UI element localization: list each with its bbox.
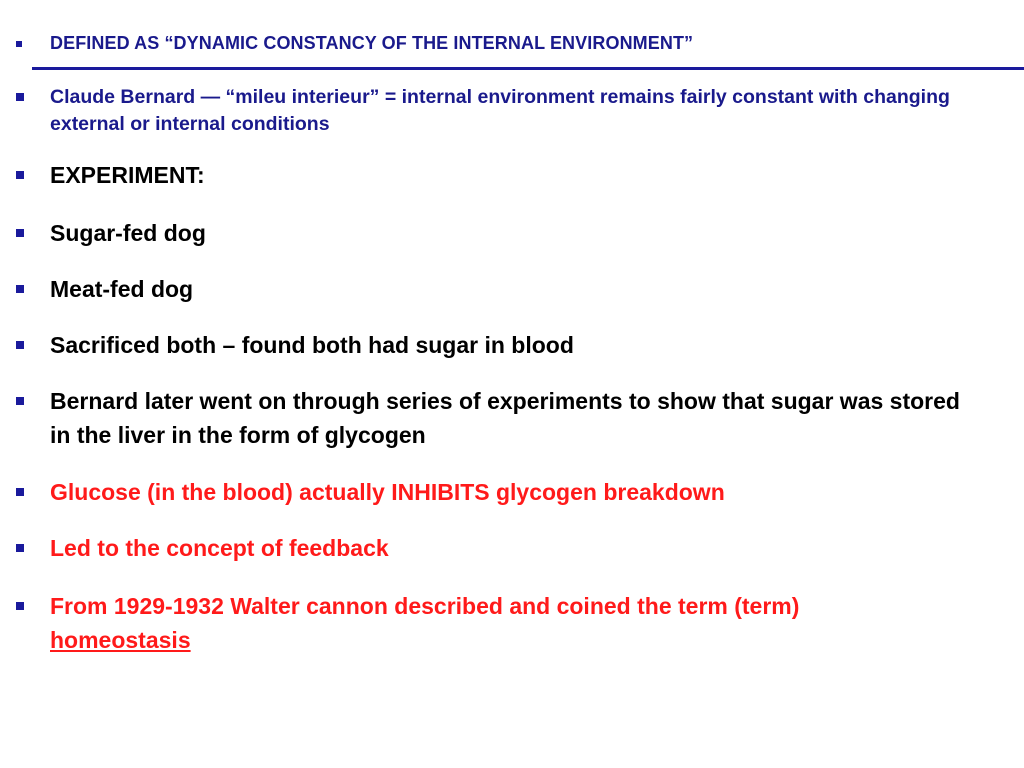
square-bullet-icon	[16, 93, 24, 101]
homeostasis-term: homeostasis	[50, 627, 191, 653]
bullet-text: Meat-fed dog	[50, 276, 194, 302]
bullet-text: Claude Bernard — “mileu interieur” = internal environment remains fairly constant with changing external or internal conditions	[50, 86, 950, 135]
bullet-text: Sacrificed both – found both had sugar in blood	[50, 332, 574, 358]
square-bullet-icon	[16, 171, 24, 179]
square-bullet-icon	[16, 341, 24, 349]
square-bullet-icon	[16, 544, 24, 552]
slide-title-row	[16, 33, 1006, 54]
title-divider	[32, 67, 1024, 70]
square-bullet-icon	[16, 41, 22, 47]
bullet-text	[50, 589, 980, 657]
bullet-text: Bernard later went on through series of experiments to show that sugar was stored in the liver in the form of glycogen	[50, 388, 960, 448]
slide-title: DEFINED AS “DYNAMIC CONSTANCY OF THE INTERNAL ENVIRONMENT”	[50, 33, 694, 53]
bullet-text: Led to the concept of feedback	[50, 535, 389, 561]
square-bullet-icon	[16, 229, 24, 237]
bullet-text: EXPERIMENT:	[50, 162, 205, 188]
square-bullet-icon	[16, 602, 24, 610]
square-bullet-icon	[16, 285, 24, 293]
square-bullet-icon	[16, 397, 24, 405]
bullet-text-main: From 1929-1932 Walter cannon described and coined the term (term)	[50, 593, 800, 619]
bullet-text: Sugar-fed dog	[50, 220, 206, 246]
square-bullet-icon	[16, 488, 24, 496]
bullet-text: Glucose (in the blood) actually INHIBITS glycogen breakdown	[50, 479, 725, 505]
